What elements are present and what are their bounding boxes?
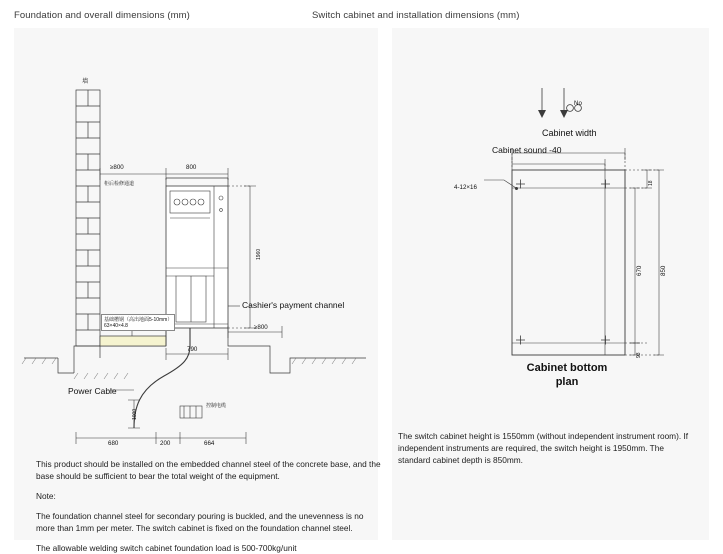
- hole-spec-label: 4-12×16: [454, 184, 477, 191]
- base-note: [101, 314, 175, 331]
- cabinet-sound-label: Cabinet sound -40: [492, 145, 562, 155]
- left-panel: [14, 28, 381, 554]
- power-cable-label: Power Cable: [68, 386, 117, 396]
- cable-trench-label: 控制电缆: [206, 403, 227, 409]
- dim-bottom-1: 680: [108, 440, 119, 447]
- dim-top-right: 800: [186, 164, 197, 171]
- dim-18: 18: [648, 180, 654, 186]
- cabinet-width-label: Cabinet width: [542, 128, 597, 138]
- plan-caption: [497, 362, 637, 390]
- header-right: Switch cabinet and installation dimensions (mm): [312, 10, 520, 21]
- left-notes: [36, 458, 381, 554]
- foundation-drawing: [14, 28, 378, 448]
- right-notes: [398, 430, 698, 466]
- dim-670: 670: [636, 265, 643, 276]
- top-label: No: [574, 100, 582, 107]
- cashier-channel-label: Cashier's payment channel: [242, 300, 345, 310]
- left-note-2: The foundation channel steel for secondary pouring is buckled, and the unevenness is no more than 1mm per meter. The switch cabinet is fixed on the foundation channel steel.: [36, 511, 364, 534]
- left-note-0: This product should be installed on the embedded channel steel of the concrete base, and the base should be sufficient to bear the total weight of the equipment.: [36, 459, 381, 482]
- dim-top-left-sub: 柜后检修通道: [104, 181, 135, 187]
- header-left: Foundation and overall dimensions (mm): [14, 10, 190, 21]
- dim-top-left: ≥800: [110, 164, 124, 171]
- wall-label: 墙: [82, 78, 89, 85]
- base-note-line2: 63×40×4.8: [104, 323, 128, 329]
- dim-bottom-2: 200: [160, 440, 171, 447]
- left-note-1: Note:: [36, 491, 56, 502]
- left-note-3: The allowable welding switch cabinet foundation load is 500-700kg/unit: [36, 543, 297, 554]
- dim-bottom-3: 664: [204, 440, 215, 447]
- dim-vertical-small: 1000: [132, 408, 138, 420]
- plan-caption-line1: Cabinet bottom: [526, 362, 608, 374]
- plan-caption-line2: plan: [555, 375, 579, 388]
- base-note-line1: 基础槽钢（高出地面5-10mm）: [104, 317, 173, 323]
- dim-height-right: 1960: [256, 248, 262, 260]
- right-note-0: The switch cabinet height is 1550mm (without independent instrument room). If independent instruments are required, the switch height is 1950mm. The standard cabinet depth is 850mm.: [398, 431, 689, 466]
- dim-clearance: ≥800: [254, 324, 268, 331]
- dim-base-width: 790: [187, 346, 198, 353]
- dim-850: 850: [660, 265, 667, 276]
- dim-93: 93: [636, 352, 642, 358]
- right-panel: [392, 28, 709, 540]
